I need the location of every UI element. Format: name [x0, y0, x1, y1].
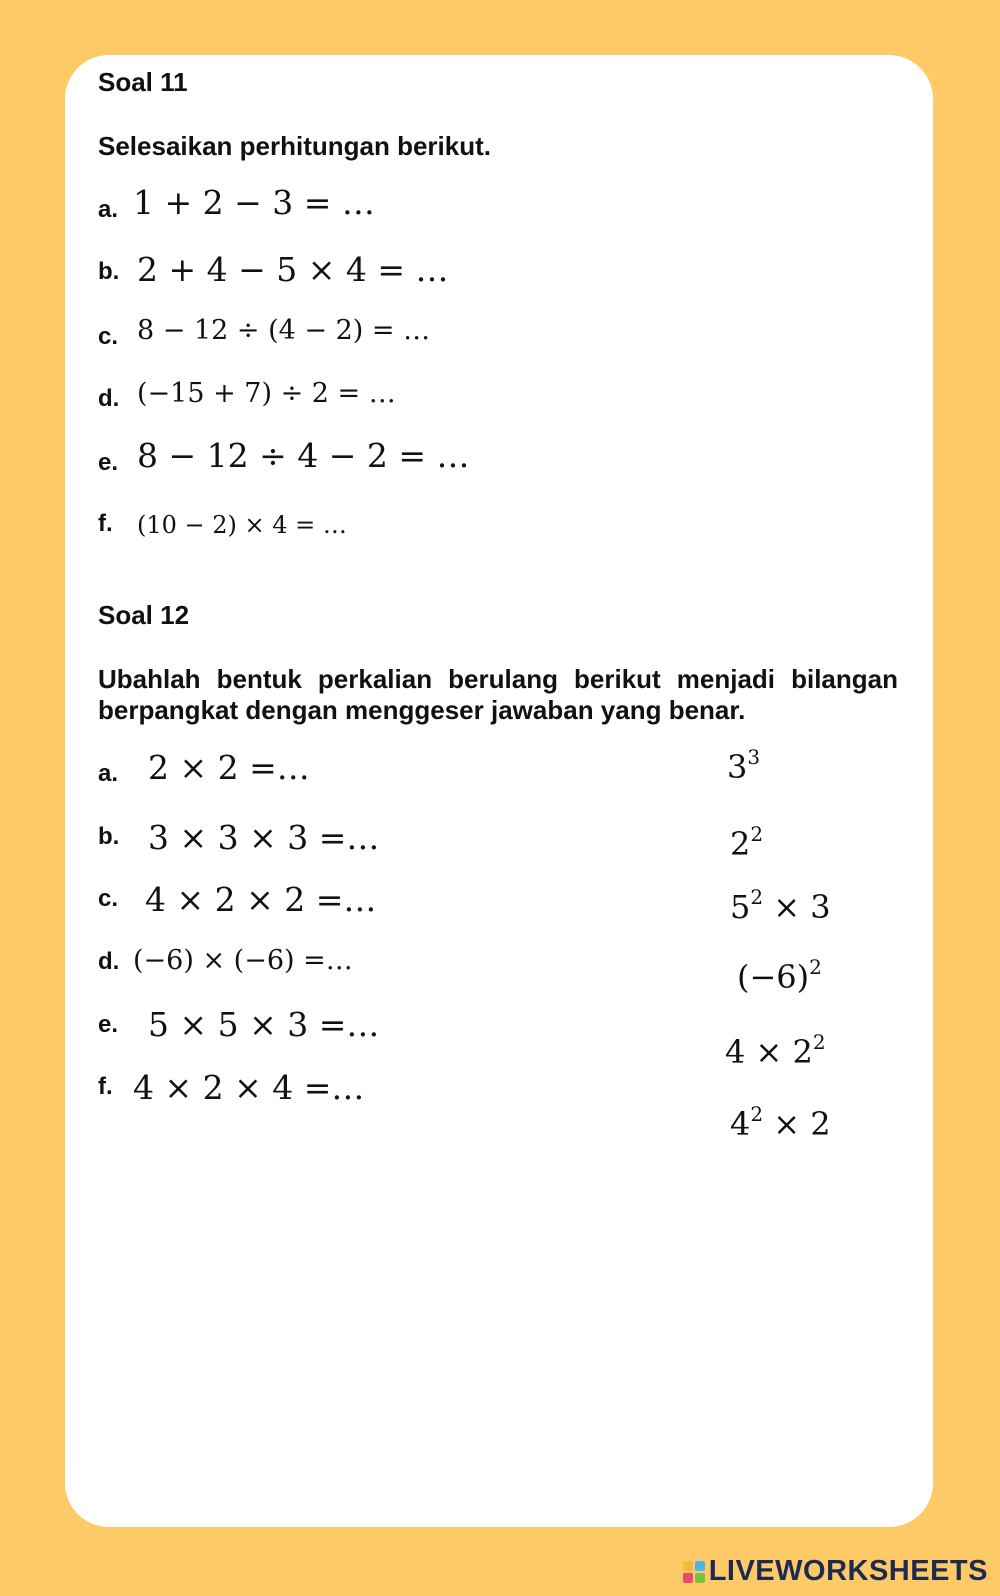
answer-base: 4 × 2 [725, 1033, 813, 1071]
worksheet-card [65, 55, 933, 1527]
logo-square-4 [695, 1573, 705, 1583]
soal-12-label-e: e. [98, 1011, 119, 1038]
logo-square-3 [683, 1573, 693, 1583]
soal-12-label-b: b. [98, 823, 120, 850]
liveworksheets-logo [683, 1555, 988, 1588]
soal-12-title: Soal 12 [98, 600, 190, 630]
answer-exponent: 2 [812, 1030, 826, 1054]
logo-text: LIVEWORKSHEETS [708, 1555, 988, 1587]
soal-12-label-d: d. [98, 948, 120, 975]
logo-square-2 [695, 1561, 705, 1571]
soal-11-instruction: Selesaikan perhitungan berikut. [98, 131, 491, 161]
soal-12-label-c: c. [98, 885, 119, 912]
answer-exponent: 2 [750, 1102, 764, 1126]
soal-11-expr-e: 8 − 12 ÷ 4 − 2 = … [137, 436, 470, 475]
soal-12-expr-b: 3 × 3 × 3 =… [148, 818, 380, 857]
soal-12-instruction-line1: Ubahlah bentuk perkalian berulang berikut menjadi bilangan [98, 664, 898, 694]
soal-11-expr-c: 8 − 12 ÷ (4 − 2) = … [137, 315, 431, 346]
soal-12-expr-c: 4 × 2 × 2 =… [145, 880, 377, 919]
answer-tile-4-times-2-pow-2[interactable] [725, 1030, 826, 1071]
soal-11-expr-a: 1 + 2 − 3 = … [133, 183, 375, 222]
answer-tile-3-pow-3[interactable] [727, 745, 760, 786]
answer-exponent: 2 [809, 955, 822, 979]
answer-tile-neg6-pow-2[interactable] [737, 955, 822, 996]
answer-tail: × 2 [763, 1105, 831, 1143]
logo-square-1 [683, 1561, 693, 1571]
soal-11-expr-b: 2 + 4 − 5 × 4 = … [137, 250, 449, 289]
answer-exponent: 2 [750, 885, 764, 909]
soal-11-label-a: a. [98, 196, 119, 223]
logo-mark-icon [683, 1561, 705, 1583]
answer-base: (−6) [737, 958, 810, 996]
soal-12-expr-d: (−6) × (−6) =… [133, 945, 353, 976]
answer-tile-4-pow-2-times-2[interactable] [730, 1102, 831, 1143]
soal-12-label-f: f. [98, 1073, 113, 1100]
answer-tile-2-pow-2[interactable] [730, 822, 763, 863]
answer-base: 2 [730, 825, 751, 863]
soal-12-instruction-line2: berpangkat dengan menggeser jawaban yang benar. [98, 695, 746, 725]
soal-12-label-a: a. [98, 760, 119, 787]
answer-exponent: 3 [747, 745, 761, 769]
soal-11-label-b: b. [98, 258, 120, 285]
soal-11-label-f: f. [98, 510, 113, 537]
soal-11-title: Soal 11 [98, 67, 188, 97]
soal-12-expr-e: 5 × 5 × 3 =… [148, 1005, 380, 1044]
soal-12-expr-a: 2 × 2 =… [148, 748, 310, 787]
answer-tail: × 3 [763, 888, 831, 926]
soal-11-label-c: c. [98, 323, 119, 350]
answer-exponent: 2 [750, 822, 764, 846]
soal-11-expr-d: (−15 + 7) ÷ 2 = … [137, 378, 396, 409]
answer-base: 5 [730, 888, 751, 926]
answer-tile-5-pow-2-times-3[interactable] [730, 885, 831, 926]
soal-12-expr-f: 4 × 2 × 4 =… [133, 1068, 365, 1107]
answer-base: 3 [727, 748, 748, 786]
soal-11-label-d: d. [98, 385, 120, 412]
soal-11-label-e: e. [98, 449, 119, 476]
soal-11-expr-f: (10 − 2) × 4 = … [137, 511, 347, 539]
answer-base: 4 [730, 1105, 751, 1143]
